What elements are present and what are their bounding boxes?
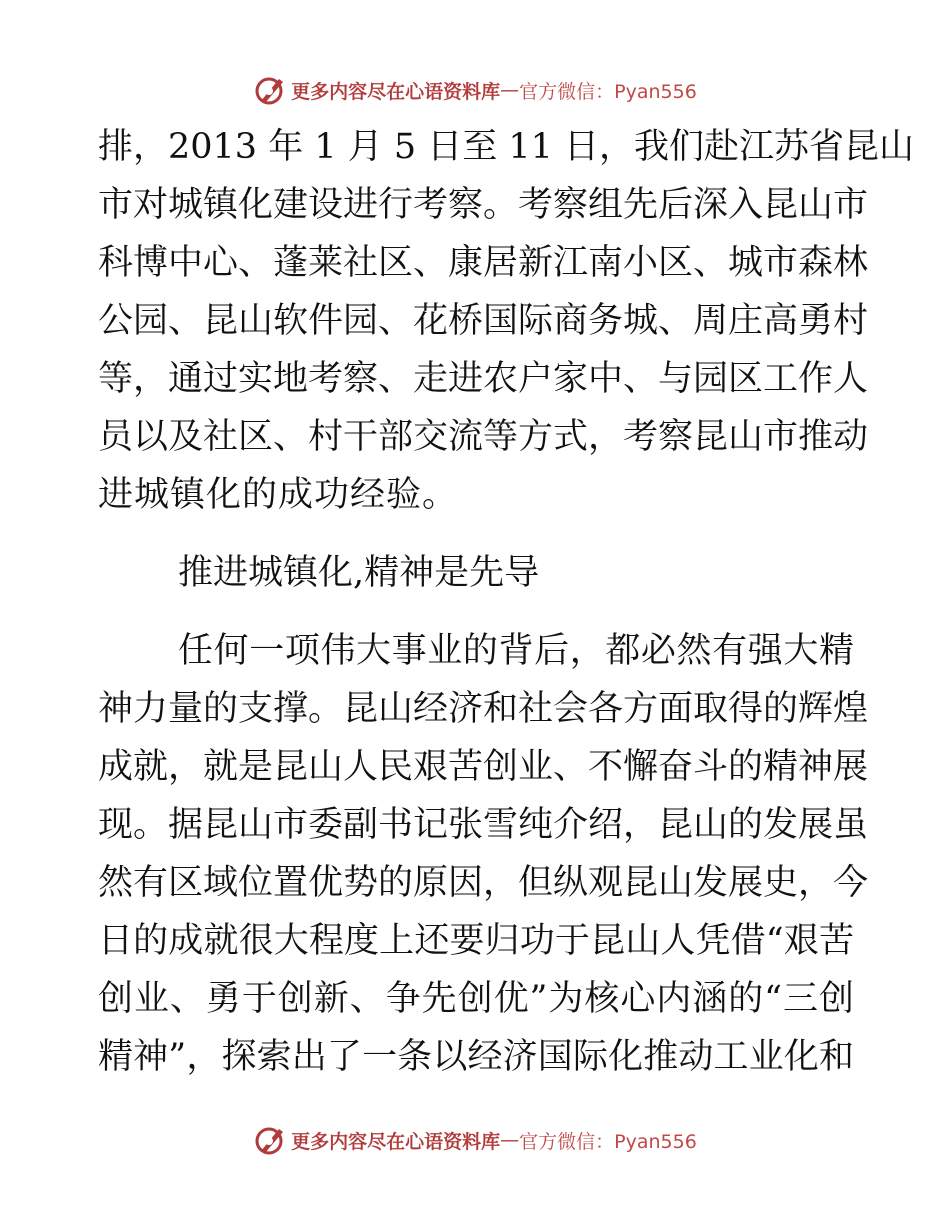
quill-logo-icon [253, 1123, 287, 1157]
text-line: 精神”，探索出了一条以经济国际化推动工业化和 [98, 1037, 854, 1077]
banner-wechat: 官方微信：Pyan556 [519, 1130, 697, 1153]
document-body [98, 118, 915, 1086]
banner-title: 更多内容尽在心语资料库 [291, 80, 501, 103]
text-line: 日的成就很大程度上还要归功于昆山人凭借“艰苦 [98, 921, 854, 961]
text-line: 员以及社区、村干部交流等方式，考察昆山市推动 [98, 417, 869, 457]
text-line: 进城镇化的成功经验。 [98, 475, 459, 515]
text-line: 神力量的支撑。昆山经济和社会各方面取得的辉煌 [98, 689, 869, 729]
text-line: 成就，就是昆山人民艰苦创业、不懈奋斗的精神展 [98, 747, 869, 787]
text-line: 现。据昆山市委副书记张雪纯介绍，昆山的发展虽 [98, 805, 869, 845]
text-line: 创业、勇于创新、争先创优”为核心内涵的“三创 [98, 979, 854, 1019]
text-line: 公园、昆山软件园、花桥国际商务城、周庄高勇村 [98, 301, 869, 341]
footer-watermark [0, 1120, 950, 1160]
text-line: 科博中心、蓬莱社区、康居新江南小区、城市森林 [98, 243, 869, 283]
text-line: 等，通过实地考察、走进农户家中、与园区工作人 [98, 359, 869, 399]
banner-wechat: 官方微信：Pyan556 [519, 80, 697, 103]
paragraph-1 [98, 118, 915, 524]
banner-title: 更多内容尽在心语资料库 [291, 1130, 501, 1153]
header-watermark [0, 70, 950, 110]
text-line: 然有区域位置优势的原因，但纵观昆山发展史，今 [98, 863, 869, 903]
text-line: 任何一项伟大事业的背后，都必然有强大精 [178, 631, 854, 671]
section-heading: 推进城镇化,精神是先导 [178, 553, 540, 593]
text-line: 排，2013 年 1 月 5 日至 11 日，我们赴江苏省昆山 [98, 127, 915, 167]
paragraph-2 [98, 622, 869, 1086]
banner-dash: — [500, 1129, 520, 1151]
text-line: 市对城镇化建设进行考察。考察组先后深入昆山市 [98, 185, 869, 225]
quill-logo-icon [253, 73, 287, 107]
banner-dash: — [500, 79, 520, 101]
